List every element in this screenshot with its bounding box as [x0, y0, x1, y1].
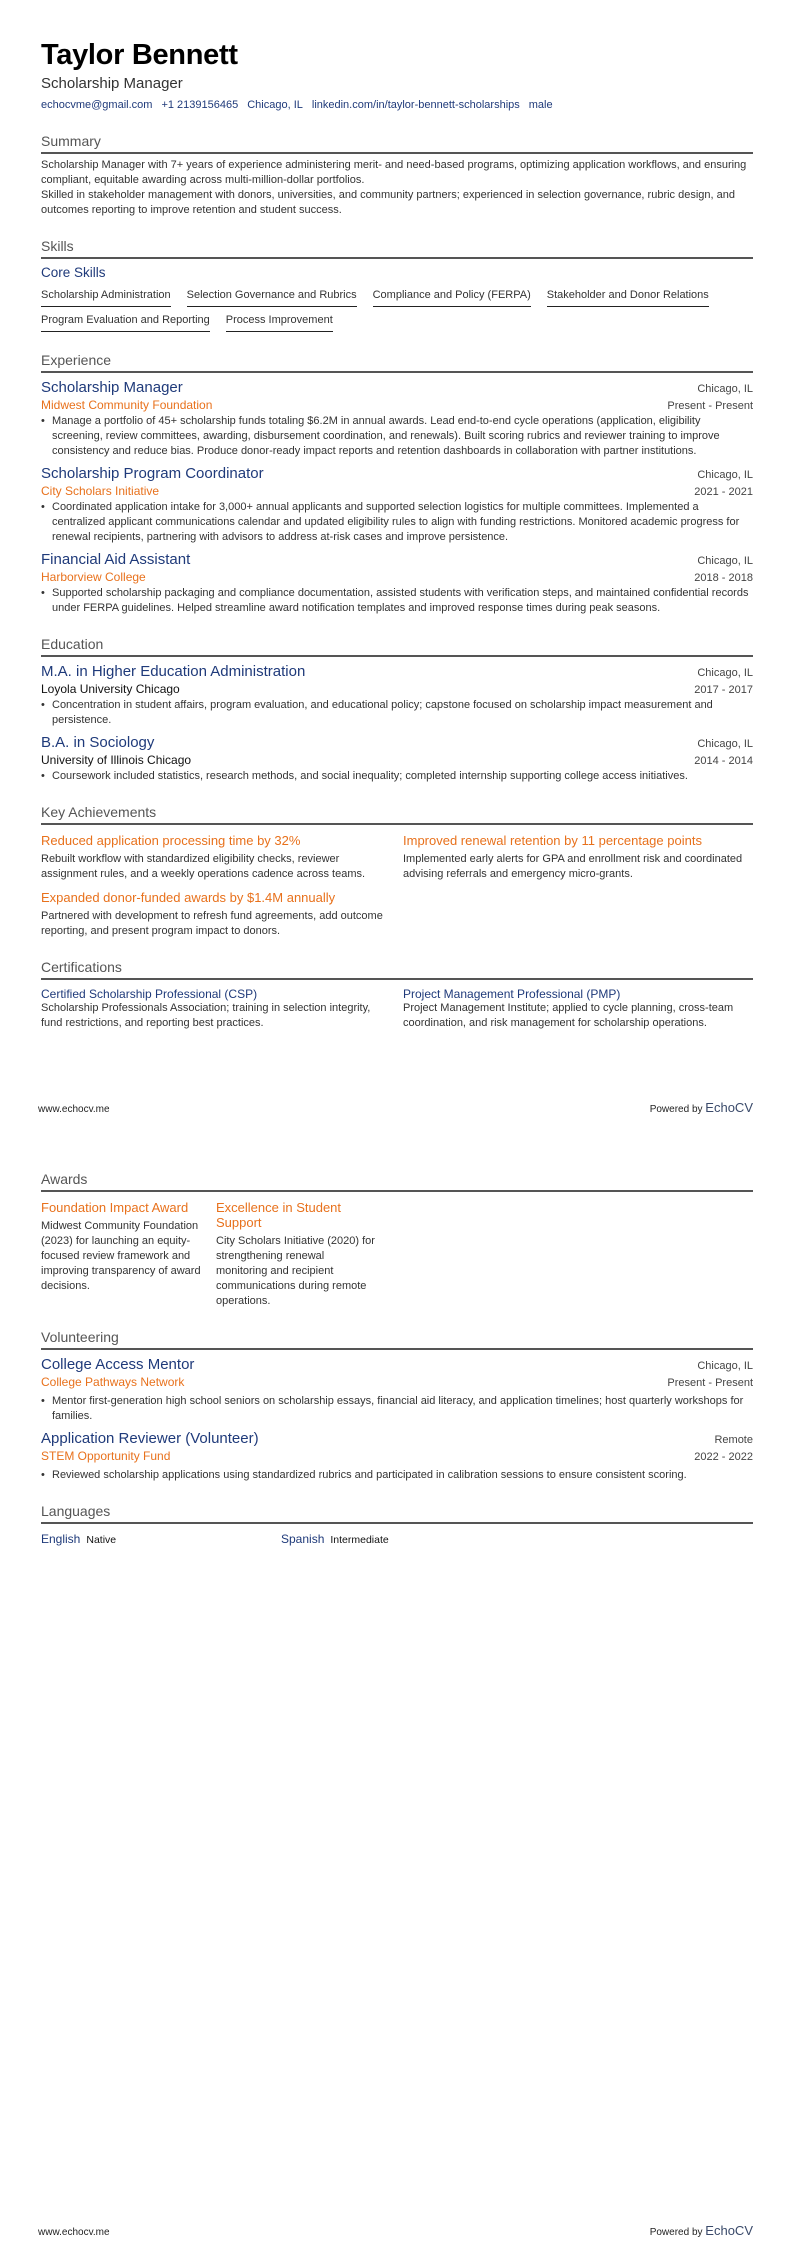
education-section [41, 636, 753, 784]
contact-line [41, 99, 753, 111]
achievement-item [41, 825, 391, 882]
skill-chip: Selection Governance and Rubrics [187, 285, 357, 307]
school-name: University of Illinois Chicago [41, 753, 192, 767]
summary-paragraph: Skilled in stakeholder management with donors, universities, and community partners; experienced in selection governance, rubric design, and outcomes reporting to improve retention and student success. [41, 189, 735, 216]
award-item [216, 1192, 376, 1309]
contact-gender: male [528, 99, 553, 111]
degree: B.A. in Sociology [41, 734, 155, 751]
achievements-section [41, 804, 753, 939]
degree: M.A. in Higher Education Administration [41, 663, 306, 680]
skill-chip: Stakeholder and Donor Relations [547, 285, 709, 307]
volunteer-location: Chicago, IL [697, 1360, 753, 1372]
job-location: Chicago, IL [697, 469, 753, 481]
summary-paragraph: Scholarship Manager with 7+ years of experience administering merit- and need-based programs, optimizing application workflows, and ensuring compliant, equitable awarding across multi-million-dollar portfolios. [41, 159, 747, 186]
brand-logo: EchoCV [705, 2223, 753, 2238]
certification-description: Scholarship Professionals Association; training in selection integrity, fund restrictions, and reporting best practices. [41, 1002, 371, 1029]
job-bullet: • Manage a portfolio of 45+ scholarship funds totaling $6.2M in annual awards. Lead end-to-end cycle operations (application, eligibility screening, review committees, awarding, disbursement coordination, and renewals). Built scoring rubrics and reviewer training to improve consistency and reduce bias. Produce donor-ready impact reports and retention dashboards in collaboration with partner institutions. [41, 414, 753, 459]
language-item [41, 1530, 281, 1548]
section-heading: Summary [41, 133, 753, 154]
school-location: Chicago, IL [697, 738, 753, 750]
education-dates: 2014 - 2014 [694, 755, 753, 767]
education-entry [41, 734, 753, 784]
award-description: City Scholars Initiative (2020) for strengthening renewal monitoring and recipient communications during remote operations. [216, 1235, 375, 1307]
page-footer [38, 2223, 753, 2238]
brand-logo: EchoCV [705, 1100, 753, 1115]
job-dates: Present - Present [667, 400, 753, 412]
footer-site-link[interactable]: www.echocv.me [38, 1104, 110, 1115]
skill-chip: Program Evaluation and Reporting [41, 310, 210, 332]
experience-entry [41, 551, 753, 616]
job-location: Chicago, IL [697, 383, 753, 395]
section-heading: Certifications [41, 959, 753, 980]
achievement-title: Reduced application processing time by 32% [41, 833, 301, 848]
footer-powered-by [650, 1100, 753, 1115]
education-dates: 2017 - 2017 [694, 684, 753, 696]
job-bullet: • Coordinated application intake for 3,000+ annual applicants and supported selection logistics for multiple committees. Implemented a centralized applicant communications calendar and updated eligibility rules to align with funding restrictions. Monitored academic progress for renewal recipients, partnering with advisors to address at-risk cases and improve persistence. [41, 500, 753, 545]
job-company: Harborview College [41, 570, 146, 584]
section-heading: Awards [41, 1171, 753, 1192]
powered-by-label: Powered by [649, 1104, 703, 1115]
section-heading: Key Achievements [41, 804, 753, 825]
candidate-title: Scholarship Manager [41, 75, 183, 92]
language-level: Intermediate [330, 1534, 389, 1546]
volunteer-bullet: • Reviewed scholarship applications using standardized rubrics and participated in calibration sessions to ensure consistent scoring. [41, 1468, 753, 1483]
section-heading: Experience [41, 352, 753, 373]
language-name: English [41, 1532, 81, 1546]
language-level: Native [86, 1534, 117, 1546]
skill-list [41, 282, 753, 332]
volunteer-role: Application Reviewer (Volunteer) [41, 1430, 259, 1447]
contact-email[interactable]: echocvme@gmail.com [41, 99, 153, 111]
job-dates: 2018 - 2018 [694, 572, 753, 584]
powered-by-label: Powered by [649, 2227, 703, 2238]
volunteer-org: STEM Opportunity Fund [41, 1449, 171, 1463]
education-bullet: • Concentration in student affairs, program evaluation, and educational policy; capstone focused on scholarship impact measurement and persistence. [41, 698, 753, 728]
experience-entry [41, 379, 753, 459]
section-heading: Skills [41, 238, 753, 259]
certifications-section [41, 959, 753, 1031]
achievement-item [403, 825, 753, 882]
award-item [41, 1192, 201, 1309]
job-company: City Scholars Initiative [41, 484, 160, 498]
volunteer-location: Remote [714, 1434, 753, 1446]
candidate-name: Taylor Bennett [41, 39, 238, 71]
summary-section [41, 133, 753, 218]
awards-section [41, 1171, 753, 1309]
certification-item [403, 980, 753, 1031]
skills-section [41, 238, 753, 332]
skill-chip: Process Improvement [226, 310, 333, 332]
job-bullet: • Supported scholarship packaging and compliance documentation, assisted students with verification steps, and maintained confidential records under FERPA guidelines. Helped streamline award notification templates and improved response times during peak seasons. [41, 586, 753, 616]
job-title: Scholarship Program Coordinator [41, 465, 264, 482]
achievement-title: Expanded donor-funded awards by $1.4M annually [41, 890, 336, 905]
skill-group-title: Core Skills [41, 265, 106, 280]
education-entry [41, 663, 753, 728]
achievement-description: Rebuilt workflow with standardized eligibility checks, reviewer assignment rules, and a weekly operations cadence across teams. [41, 853, 366, 880]
certification-description: Project Management Institute; applied to cycle planning, cross-team coordination, and risk management for scholarship operations. [403, 1002, 734, 1029]
achievement-title: Improved renewal retention by 11 percentage points [403, 833, 702, 848]
footer-powered-by [650, 2223, 753, 2238]
section-heading: Languages [41, 1503, 753, 1524]
skill-chip: Compliance and Policy (FERPA) [373, 285, 531, 307]
volunteer-entry [41, 1356, 753, 1424]
resume-page-2 [0, 1123, 794, 2246]
volunteer-org: College Pathways Network [41, 1375, 185, 1389]
contact-location: Chicago, IL [247, 99, 303, 111]
education-bullet: • Coursework included statistics, research methods, and social inequality; completed internship supporting college access initiatives. [41, 769, 753, 784]
contact-linkedin[interactable]: linkedin.com/in/taylor-bennett-scholarships [311, 99, 520, 111]
volunteer-entry [41, 1430, 753, 1483]
award-description: Midwest Community Foundation (2023) for launching an equity-focused review framework and improving transparency of award decisions. [41, 1220, 201, 1292]
page-footer [38, 1100, 753, 1115]
experience-section [41, 352, 753, 616]
skill-chip: Scholarship Administration [41, 285, 171, 307]
volunteering-section [41, 1329, 753, 1483]
language-name: Spanish [281, 1532, 325, 1546]
certification-title: Project Management Professional (PMP) [403, 987, 621, 1001]
award-title: Excellence in Student Support [216, 1200, 342, 1230]
volunteer-bullet: • Mentor first-generation high school seniors on scholarship essays, financial aid literacy, and application timelines; host quarterly workshops for families. [41, 1394, 753, 1424]
job-title: Financial Aid Assistant [41, 551, 191, 568]
school-location: Chicago, IL [697, 667, 753, 679]
job-title: Scholarship Manager [41, 379, 183, 396]
achievement-item [41, 882, 391, 939]
job-company: Midwest Community Foundation [41, 398, 213, 412]
job-location: Chicago, IL [697, 555, 753, 567]
volunteer-role: College Access Mentor [41, 1356, 195, 1373]
footer-site-link[interactable]: www.echocv.me [38, 2227, 110, 2238]
job-dates: 2021 - 2021 [694, 486, 753, 498]
languages-section [41, 1503, 753, 1548]
school-name: Loyola University Chicago [41, 682, 180, 696]
award-title: Foundation Impact Award [41, 1200, 189, 1215]
language-item [281, 1530, 521, 1548]
section-heading: Education [41, 636, 753, 657]
section-heading: Volunteering [41, 1329, 753, 1350]
volunteer-dates: 2022 - 2022 [694, 1451, 753, 1463]
experience-entry [41, 465, 753, 545]
contact-phone[interactable]: +1 2139156465 [161, 99, 239, 111]
achievement-description: Partnered with development to refresh fund agreements, add outcome reporting, and present program impact to donors. [41, 910, 383, 937]
achievement-description: Implemented early alerts for GPA and enrollment risk and coordinated advising referrals and emergency micro-grants. [403, 853, 743, 880]
certification-title: Certified Scholarship Professional (CSP) [41, 987, 258, 1001]
volunteer-dates: Present - Present [667, 1377, 753, 1389]
certification-item [41, 980, 391, 1031]
